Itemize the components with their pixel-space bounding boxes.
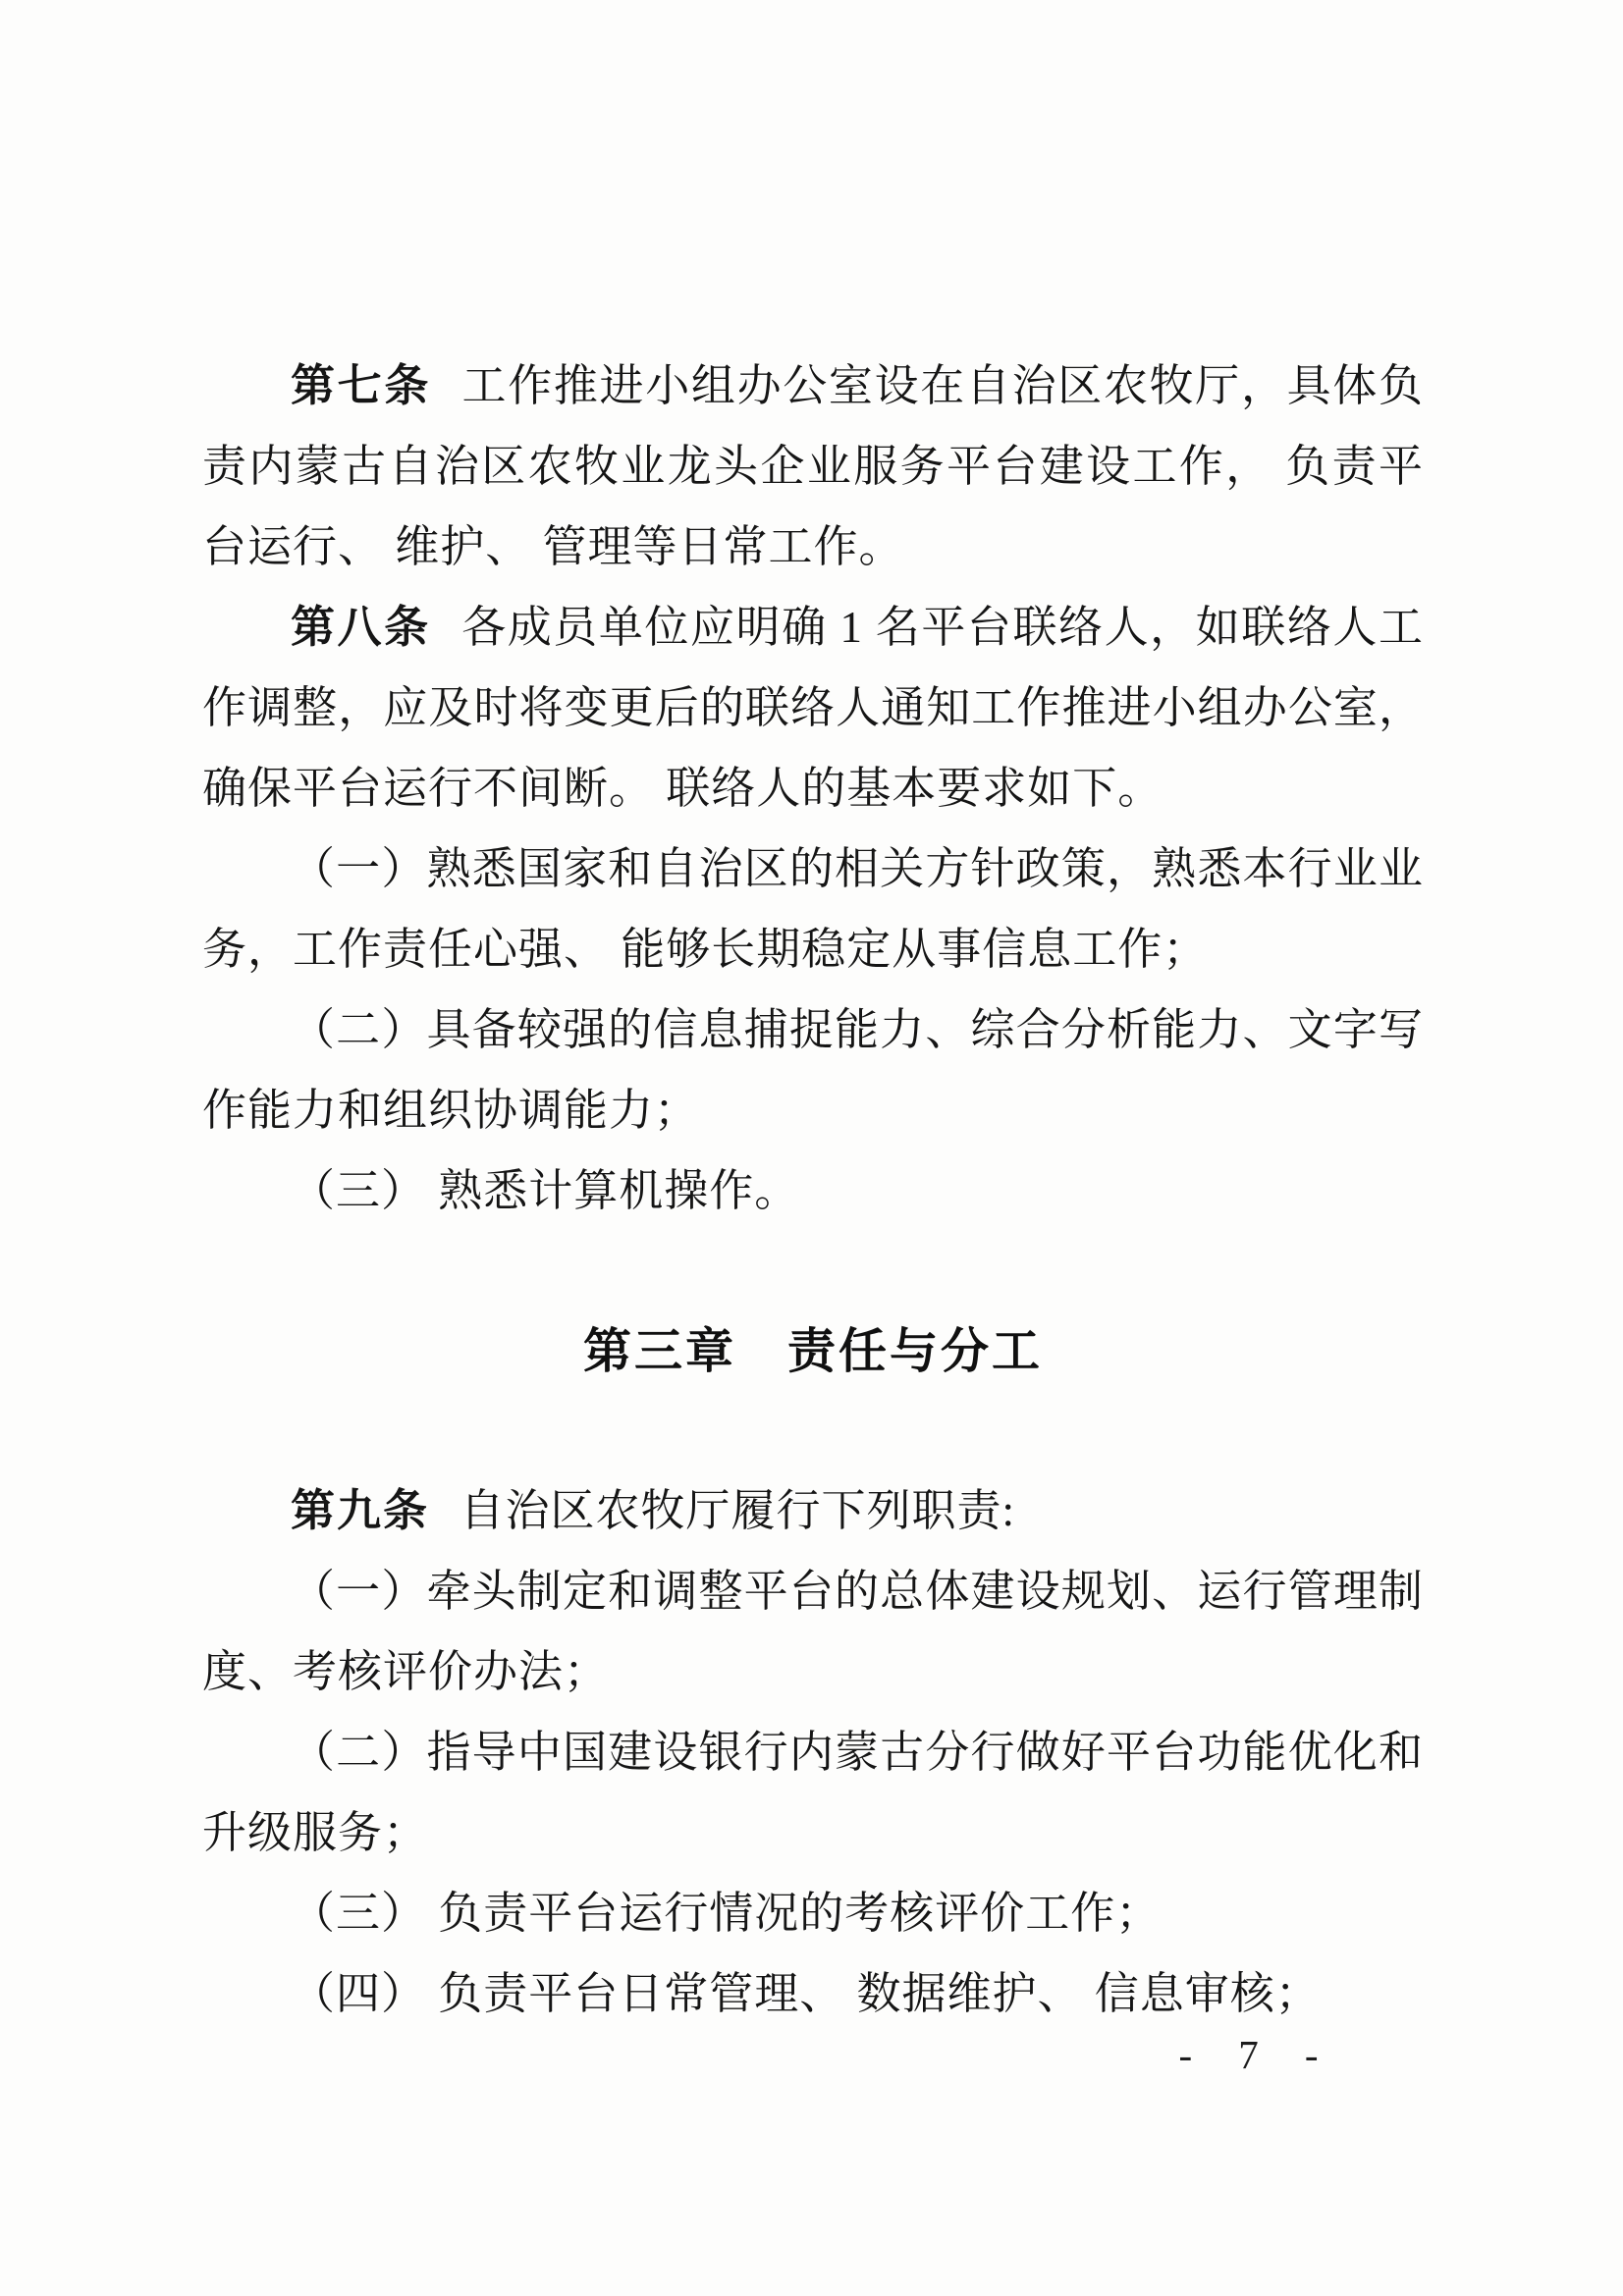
article-8-text: 各成员单位应明确 1 名平台联络人，如联络人工作调整，应及时将变更后的联络人通知工作推进小组办公室，确保平台运行不间断。 联络人的基本要求如下。 (202, 603, 1424, 813)
article-9-item-2: （二）指导中国建设银行内蒙古分行做好平台功能优化和升级服务； (202, 1728, 1424, 1857)
article-8 (202, 587, 1424, 828)
article-7 (202, 346, 1424, 587)
article-9-item-1: （一）牵头制定和调整平台的总体建设规划、运行管理制度、考核评价办法； (202, 1567, 1424, 1696)
article-8-number: 第八条 (291, 602, 431, 652)
article-7-number: 第七条 (291, 360, 432, 410)
article-8-item-2: （二）具备较强的信息捕捉能力、综合分析能力、文字写作能力和组织协调能力； (202, 1005, 1424, 1135)
article-9 (202, 1470, 1424, 1551)
chapter-3-heading: 第三章 责任与分工 (582, 1325, 1043, 1378)
article-9-text: 自治区农牧厅履行下列职责: (460, 1486, 1016, 1535)
document-body (202, 346, 1424, 2034)
article-9-item-3: （三） 负责平台运行情况的考核评价工作； (291, 1889, 1162, 1938)
article-9-number: 第九条 (291, 1485, 430, 1535)
article-7-text: 工作推进小组办公室设在自治区农牧厅，具体负责内蒙古自治区农牧业龙头企业服务平台建设工作， 负责平台运行、 维护、 管理等日常工作。 (202, 361, 1424, 571)
page-number: - 7 - (1178, 2032, 1336, 2077)
article-8-item-3: （三） 熟悉计算机操作。 (291, 1166, 800, 1215)
article-8-item-1: （一）熟悉国家和自治区的相关方针政策，熟悉本行业业务，工作责任心强、 能够长期稳定从事信息工作； (202, 844, 1424, 974)
article-9-item-4: （四） 负责平台日常管理、 数据维护、 信息审核； (291, 1969, 1321, 2018)
